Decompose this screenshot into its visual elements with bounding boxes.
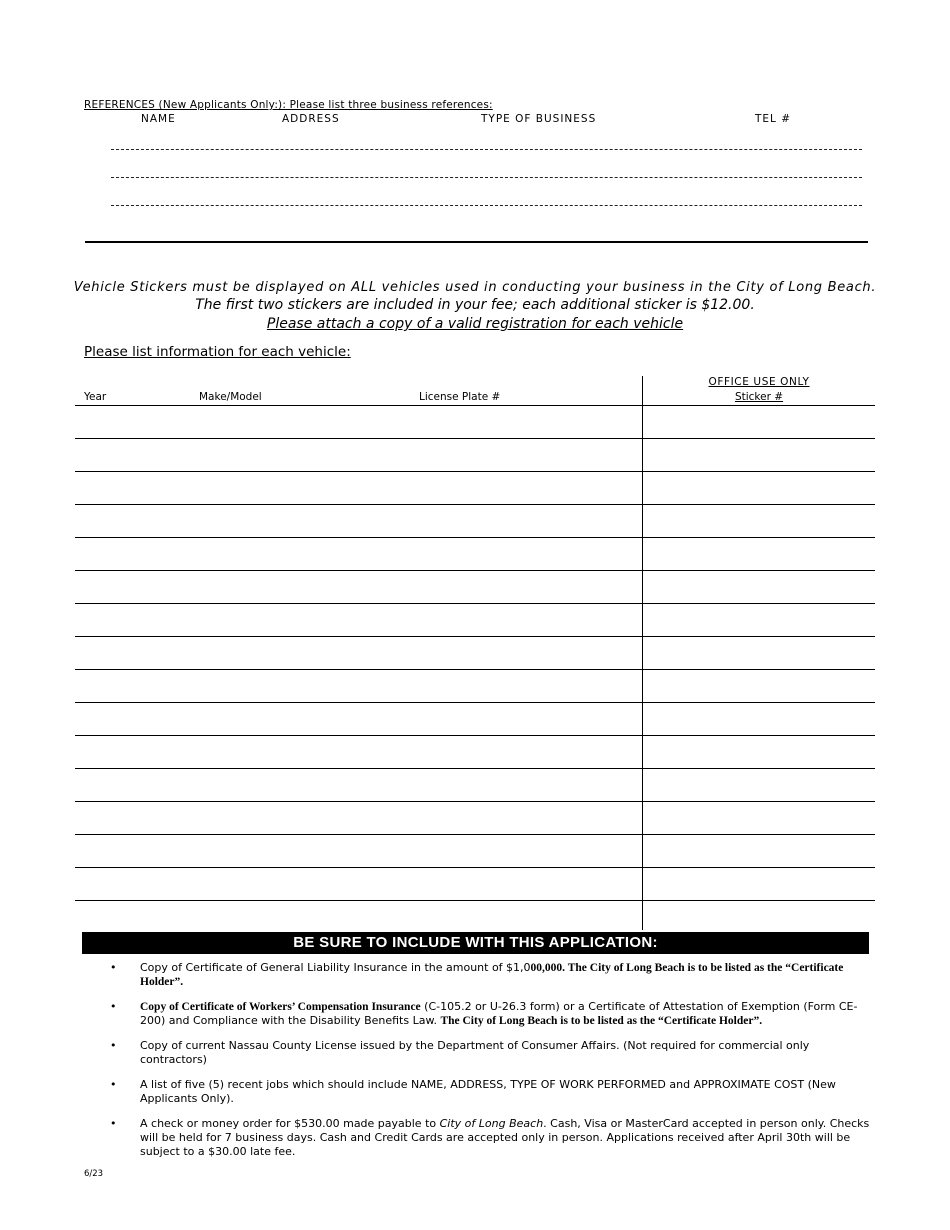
vehicle-row[interactable] bbox=[75, 702, 875, 735]
item5-text-a: A check or money order for $530.00 made payable to bbox=[140, 1117, 440, 1130]
vehicle-row[interactable] bbox=[75, 768, 875, 801]
vehicle-row[interactable] bbox=[75, 669, 875, 702]
vehicle-row[interactable] bbox=[75, 570, 875, 603]
references-title: REFERENCES (New Applicants Only:): Please list three business references: bbox=[84, 99, 493, 111]
vehicle-table bbox=[75, 405, 875, 932]
list-item bbox=[110, 1000, 870, 1028]
sticker-notice-3: Please attach a copy of a valid registration for each vehicle bbox=[266, 316, 684, 332]
ref-header-name: NAME bbox=[141, 113, 176, 125]
ref-header-address: ADDRESS bbox=[282, 113, 340, 125]
ref-header-tel: TEL # bbox=[755, 113, 792, 125]
item2-bold-tail: The City of Long Beach is to be listed as the “Certificate Holder”. bbox=[440, 1015, 763, 1027]
vehicle-list-label: Please list information for each vehicle: bbox=[84, 344, 351, 360]
include-banner: BE SURE TO INCLUDE WITH THIS APPLICATION: bbox=[82, 932, 869, 954]
bullet-icon: • bbox=[110, 961, 117, 974]
sticker-notice-1: Vehicle Stickers must be displayed on ALL vehicles used in conducting your business in the City of Long Beach. bbox=[73, 280, 877, 295]
item5-text-c: . Cash, Visa or MasterCard accepted in person only. Checks will be held for 7 business days. Cash and Credit Cards are accepted only in person. Applications received after April 30th will be subject to a $30.00 late fee. bbox=[140, 1117, 870, 1158]
reference-line-2[interactable] bbox=[111, 177, 862, 178]
bullet-icon: • bbox=[110, 1078, 117, 1091]
vehicle-row[interactable] bbox=[75, 900, 875, 932]
col-office-use: OFFICE USE ONLY bbox=[708, 376, 810, 388]
item2-text: (C-105.2 or U-26.3 form) or a Certificate of Attestation of Exemption (Form CE-200) and Compliance with the Disability Benefits Law. bbox=[140, 1000, 858, 1027]
vehicle-row[interactable] bbox=[75, 735, 875, 768]
col-make-model: Make/Model bbox=[199, 391, 262, 403]
item1-bold: 00,000. The City of Long Beach is to be listed as the “Certificate Holder”. bbox=[140, 962, 844, 988]
vehicle-row[interactable] bbox=[75, 504, 875, 537]
vehicle-row[interactable] bbox=[75, 834, 875, 867]
item1-text: Copy of Certificate of General Liability Insurance in the amount of $1,0 bbox=[140, 961, 531, 974]
reference-line-3[interactable] bbox=[111, 205, 862, 206]
sticker-notice-2: The first two stickers are included in your fee; each additional sticker is $12.00. bbox=[195, 297, 755, 313]
col-license-plate: License Plate # bbox=[419, 391, 501, 403]
vehicle-row[interactable] bbox=[75, 801, 875, 834]
list-item bbox=[110, 1078, 870, 1106]
list-item bbox=[110, 1039, 870, 1067]
item5-payee: City of Long Beach bbox=[439, 1117, 544, 1130]
item2-bold-lead: Copy of Certificate of Workers’ Compensation Insurance bbox=[140, 1001, 421, 1013]
list-item bbox=[110, 1117, 870, 1159]
include-checklist bbox=[110, 961, 870, 1170]
item4-text: A list of five (5) recent jobs which should include NAME, ADDRESS, TYPE OF WORK PERFORMED and APPROXIMATE COST (New Applicants Only). bbox=[140, 1078, 836, 1105]
vehicle-row[interactable] bbox=[75, 537, 875, 570]
item3-text: Copy of current Nassau County License issued by the Department of Consumer Affairs. (Not required for commercial only contractors) bbox=[140, 1039, 810, 1066]
bullet-icon: • bbox=[110, 1039, 117, 1052]
col-year: Year bbox=[84, 391, 107, 403]
vehicle-row[interactable] bbox=[75, 603, 875, 636]
form-version-code: 6/23 bbox=[84, 1169, 104, 1179]
vehicle-row[interactable] bbox=[75, 438, 875, 471]
col-sticker: Sticker # bbox=[734, 391, 784, 403]
vehicle-row[interactable] bbox=[75, 636, 875, 669]
section-divider bbox=[85, 241, 868, 243]
bullet-icon: • bbox=[110, 1117, 117, 1130]
ref-header-type: TYPE OF BUSINESS bbox=[481, 113, 597, 125]
list-item bbox=[110, 961, 870, 989]
vehicle-row[interactable] bbox=[75, 405, 875, 438]
bullet-icon: • bbox=[110, 1000, 117, 1013]
vehicle-row[interactable] bbox=[75, 471, 875, 504]
reference-line-1[interactable] bbox=[111, 149, 862, 150]
vehicle-row[interactable] bbox=[75, 867, 875, 900]
